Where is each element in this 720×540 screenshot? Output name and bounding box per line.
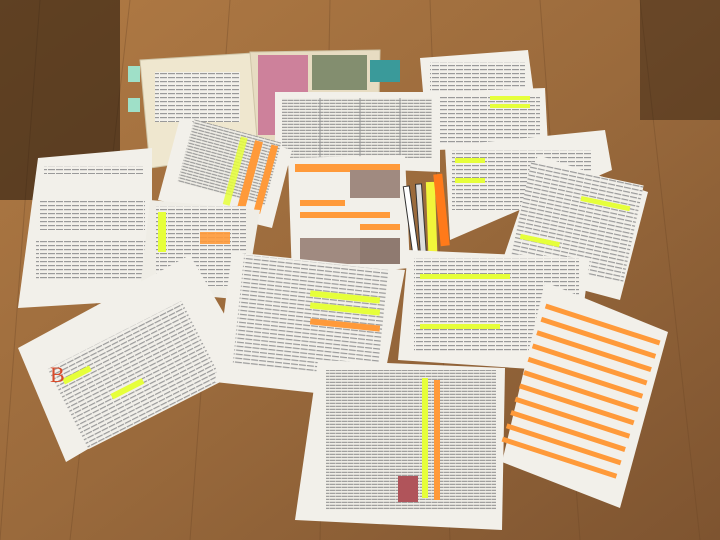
- sheet-botanical: [288, 155, 410, 278]
- sheet-bottom-center: [295, 360, 505, 530]
- dark-corner-right: [640, 0, 720, 120]
- sheet-left: [18, 148, 152, 308]
- dropcap-letter: B: [50, 362, 65, 387]
